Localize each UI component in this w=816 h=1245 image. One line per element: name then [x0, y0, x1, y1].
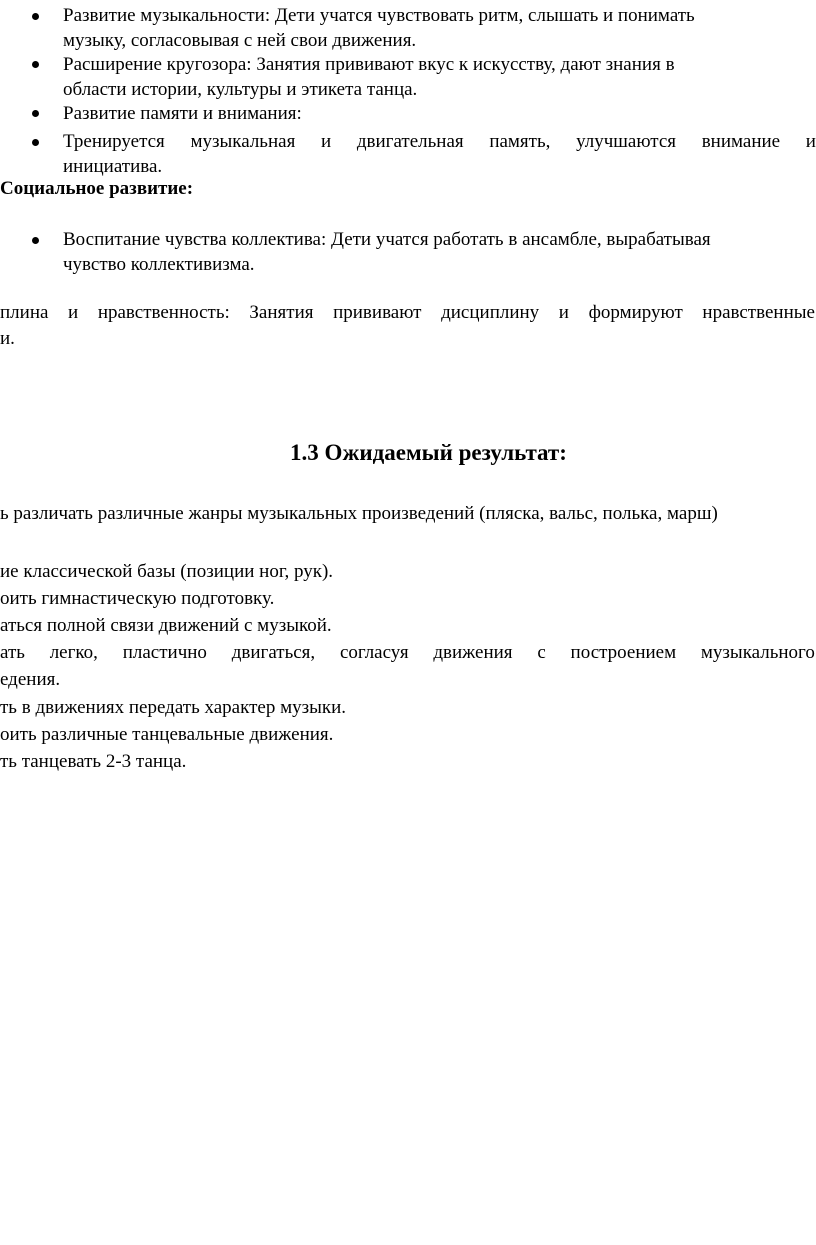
word: легко, [49, 642, 98, 663]
word: и [321, 131, 332, 152]
word: формируют [588, 302, 683, 323]
bullet-icon [32, 139, 39, 146]
social-bullet-line-1: Воспитание чувства коллектива: Дети учатся работать в ансамбле, вырабатывая [63, 229, 711, 250]
word: движения [433, 642, 513, 663]
word: ать [0, 642, 25, 663]
bullet-3-line-1: Развитие памяти и внимания: [63, 103, 302, 124]
result-line-3: оить гимнастическую подготовку. [0, 588, 275, 609]
word: внимание [701, 131, 781, 152]
word: с [537, 642, 546, 663]
result-line-4: аться полной связи движений с музыкой. [0, 615, 332, 636]
bullet-1-line-1: Развитие музыкальности: Дети учатся чувствовать ритм, слышать и понимать [63, 5, 695, 26]
word: музыкального [700, 642, 815, 663]
word: нравственность: [97, 302, 230, 323]
word: и [558, 302, 569, 323]
social-bullet-line-2: чувство коллективизма. [63, 254, 255, 275]
bullet-icon [32, 110, 39, 117]
word: прививают [333, 302, 422, 323]
bullet-2-line-2: области истории, культуры и этикета танца. [63, 79, 418, 100]
bullet-4-line-2: инициатива. [63, 156, 163, 177]
result-line-2: ие классической базы (позиции ног, рук). [0, 561, 334, 582]
word: двигательная [356, 131, 464, 152]
discipline-line-2: и. [0, 328, 15, 349]
word: Тренируется [63, 131, 165, 152]
result-line-7: оить различные танцевальные движения. [0, 724, 334, 745]
result-line-6: ть в движениях передать характер музыки. [0, 697, 347, 718]
word: память, [489, 131, 551, 152]
word: двигаться, [231, 642, 316, 663]
word: пластично [122, 642, 207, 663]
social-heading: Социальное развитие: [0, 178, 194, 199]
bullet-icon [32, 237, 39, 244]
word: музыкальная [190, 131, 296, 152]
word: дисциплину [441, 302, 540, 323]
word: согласуя [339, 642, 409, 663]
result-line-5 [0, 641, 815, 665]
word: Занятия [249, 302, 314, 323]
discipline-line-1 [0, 301, 815, 325]
bullet-icon [32, 13, 39, 20]
word: и [805, 131, 816, 152]
word: плина [0, 302, 49, 323]
result-line-5-cont: едения. [0, 669, 61, 690]
result-line-1: ь различать различные жанры музыкальных произведений (пляска, вальс, полька, марш) [0, 503, 718, 524]
bullet-4-line-1 [63, 130, 816, 154]
word: улучшаются [576, 131, 677, 152]
bullet-2-line-1: Расширение кругозора: Занятия прививают вкус к искусству, дают знания в [63, 54, 675, 75]
word: построением [570, 642, 677, 663]
bullet-icon [32, 61, 39, 68]
result-heading: 1.3 Ожидаемый результат: [290, 440, 567, 465]
bullet-1-line-2: музыку, согласовывая с ней свои движения. [63, 30, 417, 51]
word: и [68, 302, 79, 323]
result-line-8: ть танцевать 2-3 танца. [0, 751, 187, 772]
word: нравственные [702, 302, 815, 323]
